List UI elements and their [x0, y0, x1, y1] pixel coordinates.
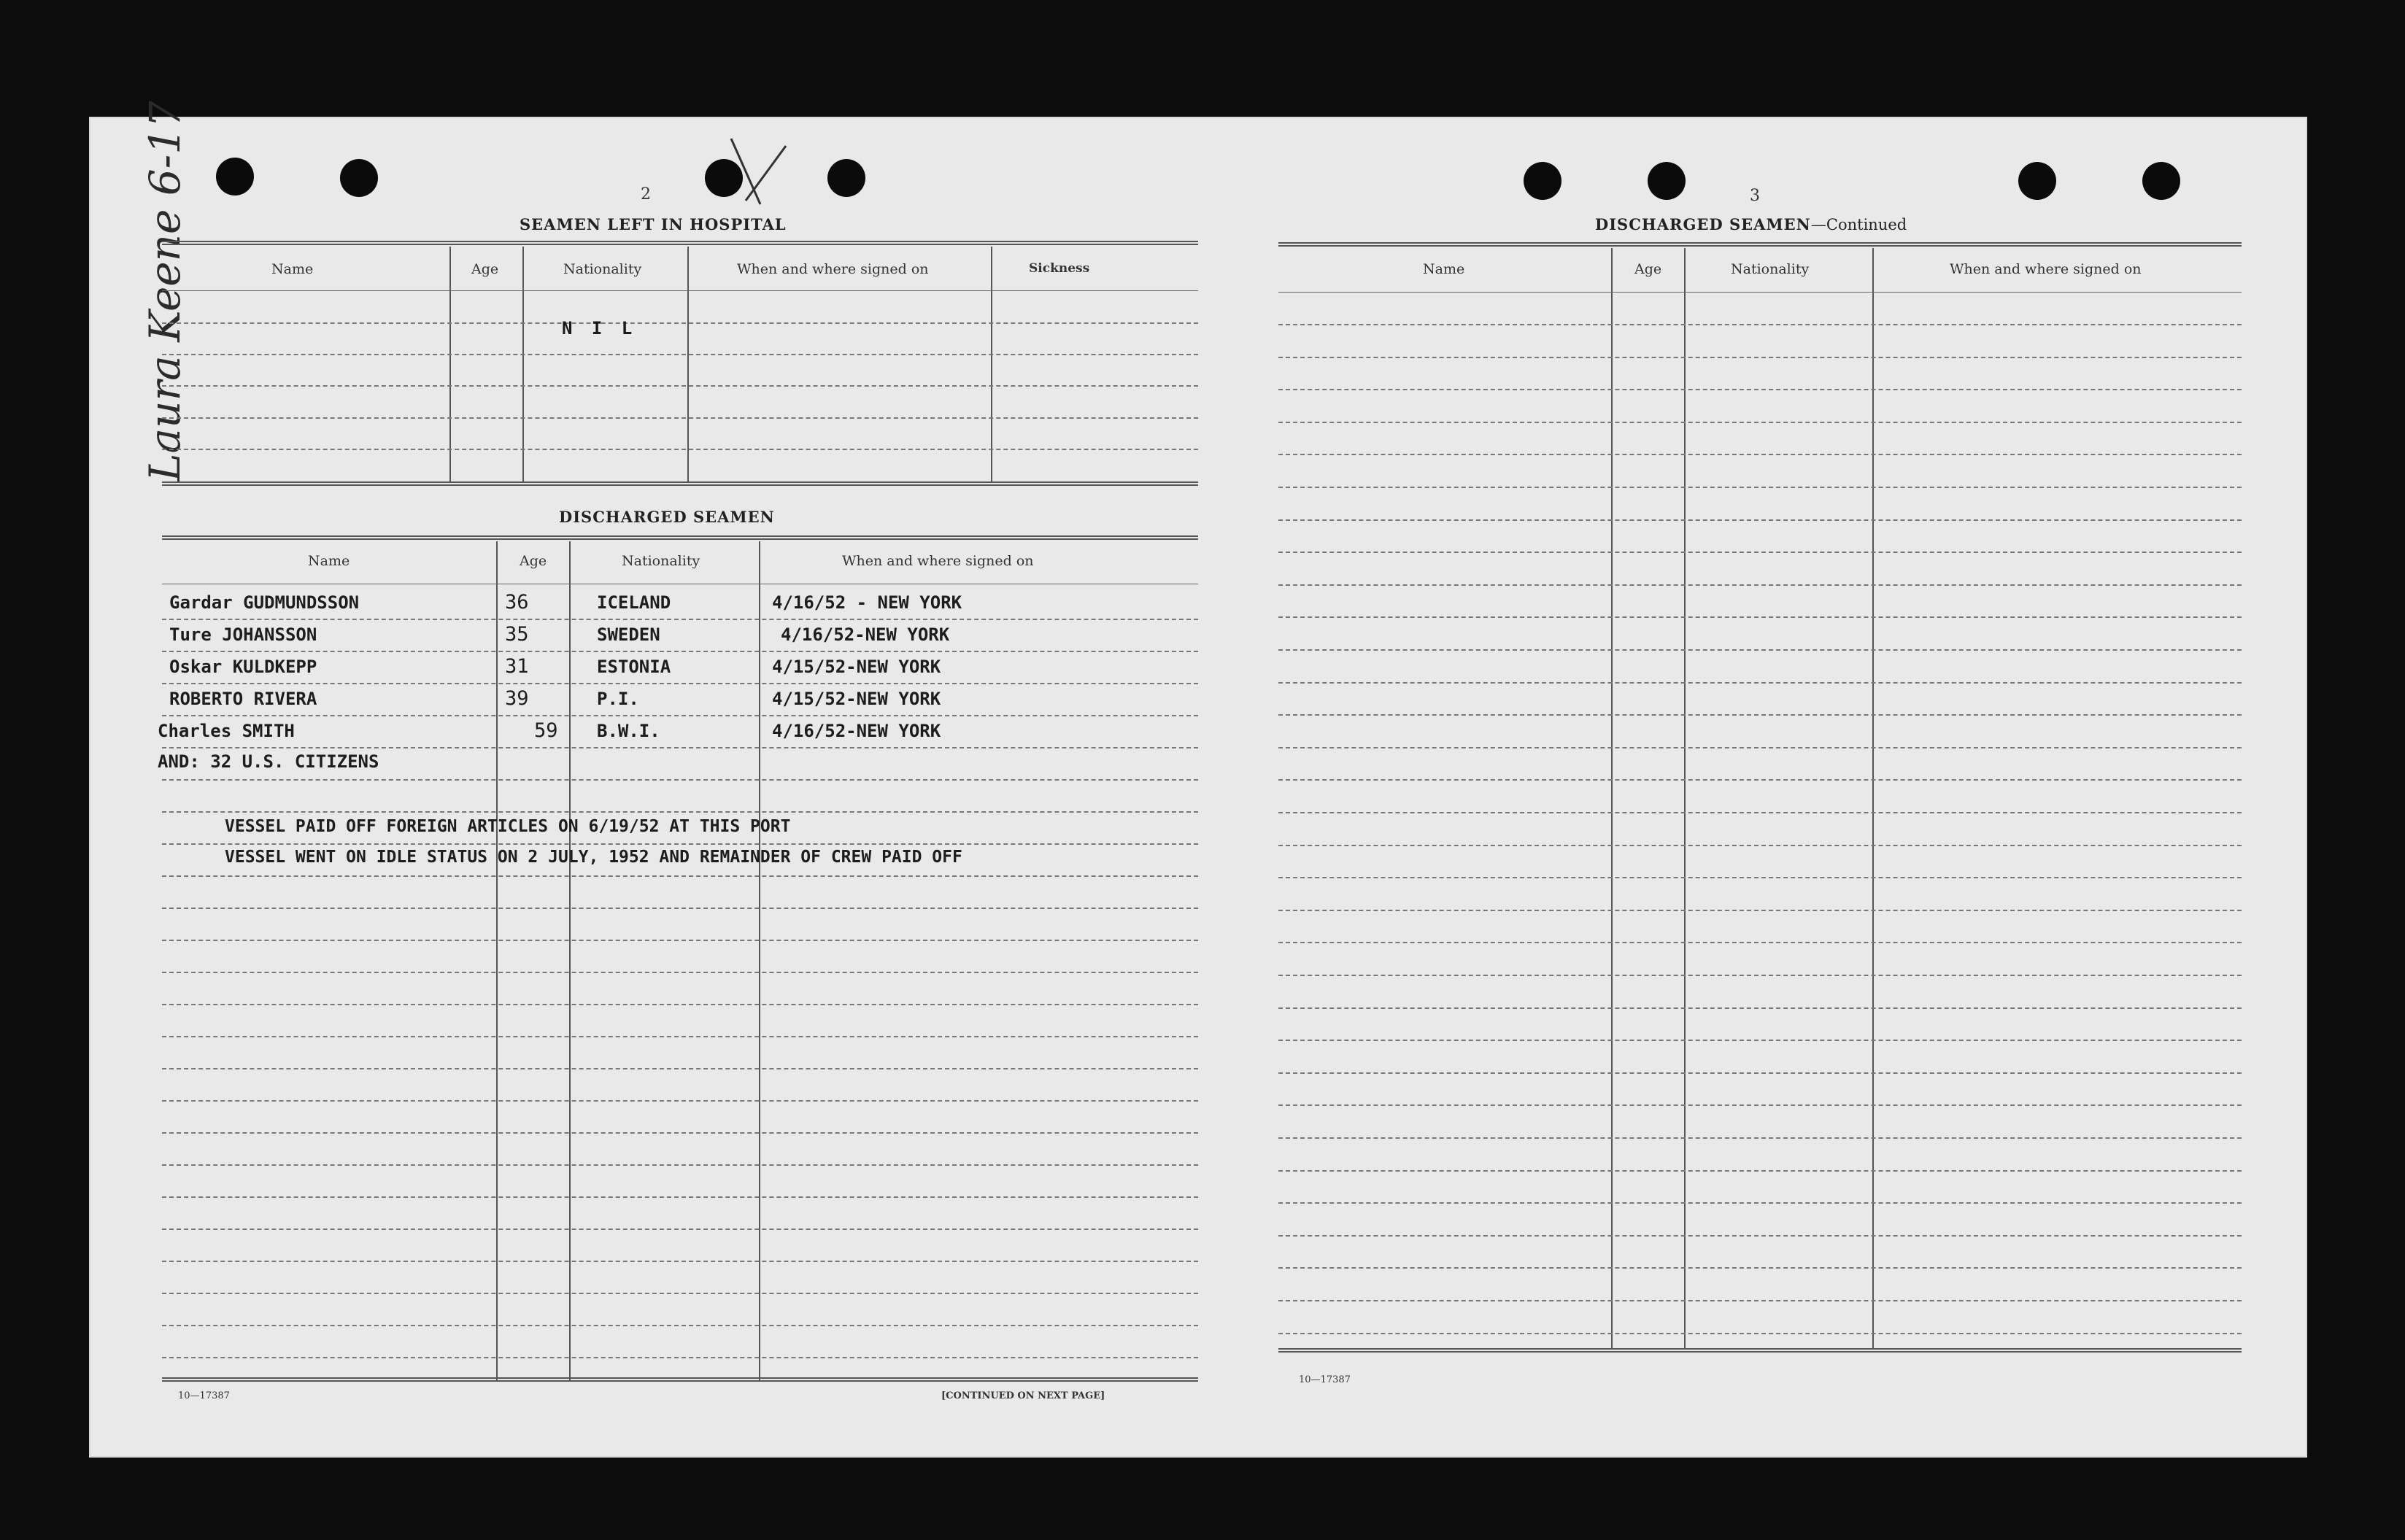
seaman-age: 35	[505, 623, 529, 646]
us-citizens-line: AND: 32 U.S. CITIZENS	[158, 751, 379, 772]
right-page	[1198, 117, 2307, 1458]
seaman-age: 31	[505, 655, 529, 678]
page-number: 3	[1750, 187, 1760, 205]
column-header-age: Age	[471, 261, 499, 277]
column-header-nationality: Nationality	[563, 261, 642, 277]
seaman-signed-on: 4/16/52-NEW YORK	[772, 721, 941, 741]
column-header-signed-on: When and where signed on	[737, 261, 929, 277]
column-header-nationality: Nationality	[1731, 261, 1810, 277]
double-rule	[162, 241, 1198, 245]
seaman-signed-on: 4/16/52 - NEW YORK	[772, 592, 962, 613]
left-page	[89, 100, 1198, 1458]
seaman-name: Charles SMITH	[158, 721, 295, 741]
seaman-nationality: ICELAND	[597, 592, 671, 613]
hospital-nil-entry: N I L	[562, 318, 637, 338]
handwritten-margin-note: Laura Keene 6-17	[140, 100, 190, 481]
continued-footer: [CONTINUED ON NEXT PAGE]	[941, 1390, 1105, 1401]
seaman-signed-on: 4/16/52-NEW YORK	[781, 624, 950, 645]
seaman-nationality: B.W.I.	[597, 721, 660, 741]
title-main: DISCHARGED SEAMEN	[1595, 215, 1811, 233]
double-rule	[162, 535, 1198, 540]
seaman-age: 36	[505, 591, 529, 614]
column-header-name: Name	[1423, 261, 1465, 277]
page-number: 2	[641, 185, 651, 204]
seaman-nationality: ESTONIA	[597, 657, 671, 677]
column-header-name: Name	[308, 553, 350, 569]
seaman-name: Gardar GUDMUNDSSON	[169, 592, 360, 613]
column-header-sickness: Sickness	[1029, 261, 1090, 276]
discharged-continued-title	[1595, 215, 1907, 233]
discharged-section-title: DISCHARGED SEAMEN	[559, 508, 775, 526]
seaman-name: Ture JOHANSSON	[169, 624, 317, 645]
form-number: 10—17387	[1299, 1374, 1351, 1385]
idle-status-note: VESSEL WENT ON IDLE STATUS ON 2 JULY, 1952 AND REMAINDER OF CREW PAID OFF	[225, 848, 962, 867]
column-header-signed-on: When and where signed on	[1950, 261, 2142, 277]
seaman-age: 59	[534, 719, 558, 742]
column-header-age: Age	[520, 553, 547, 569]
title-suffix: —Continued	[1810, 216, 1907, 233]
seaman-signed-on: 4/15/52-NEW YORK	[772, 689, 941, 709]
column-header-signed-on: When and where signed on	[842, 553, 1034, 569]
double-rule	[1278, 242, 2242, 247]
seaman-name: Oskar KULDKEPP	[169, 657, 317, 677]
form-number: 10—17387	[178, 1390, 230, 1401]
hospital-section-title: SEAMEN LEFT IN HOSPITAL	[520, 215, 787, 233]
seaman-name: ROBERTO RIVERA	[169, 689, 317, 709]
seaman-nationality: SWEDEN	[597, 624, 660, 645]
seaman-age: 39	[505, 687, 529, 710]
seaman-signed-on: 4/15/52-NEW YORK	[772, 657, 941, 677]
column-header-nationality: Nationality	[622, 553, 700, 569]
column-header-age: Age	[1634, 261, 1662, 277]
column-header-name: Name	[271, 261, 314, 277]
seaman-nationality: P.I.	[597, 689, 639, 709]
pay-off-note: VESSEL PAID OFF FOREIGN ARTICLES ON 6/19/52 AT THIS PORT	[225, 817, 791, 836]
document-sheet	[89, 100, 2307, 1458]
